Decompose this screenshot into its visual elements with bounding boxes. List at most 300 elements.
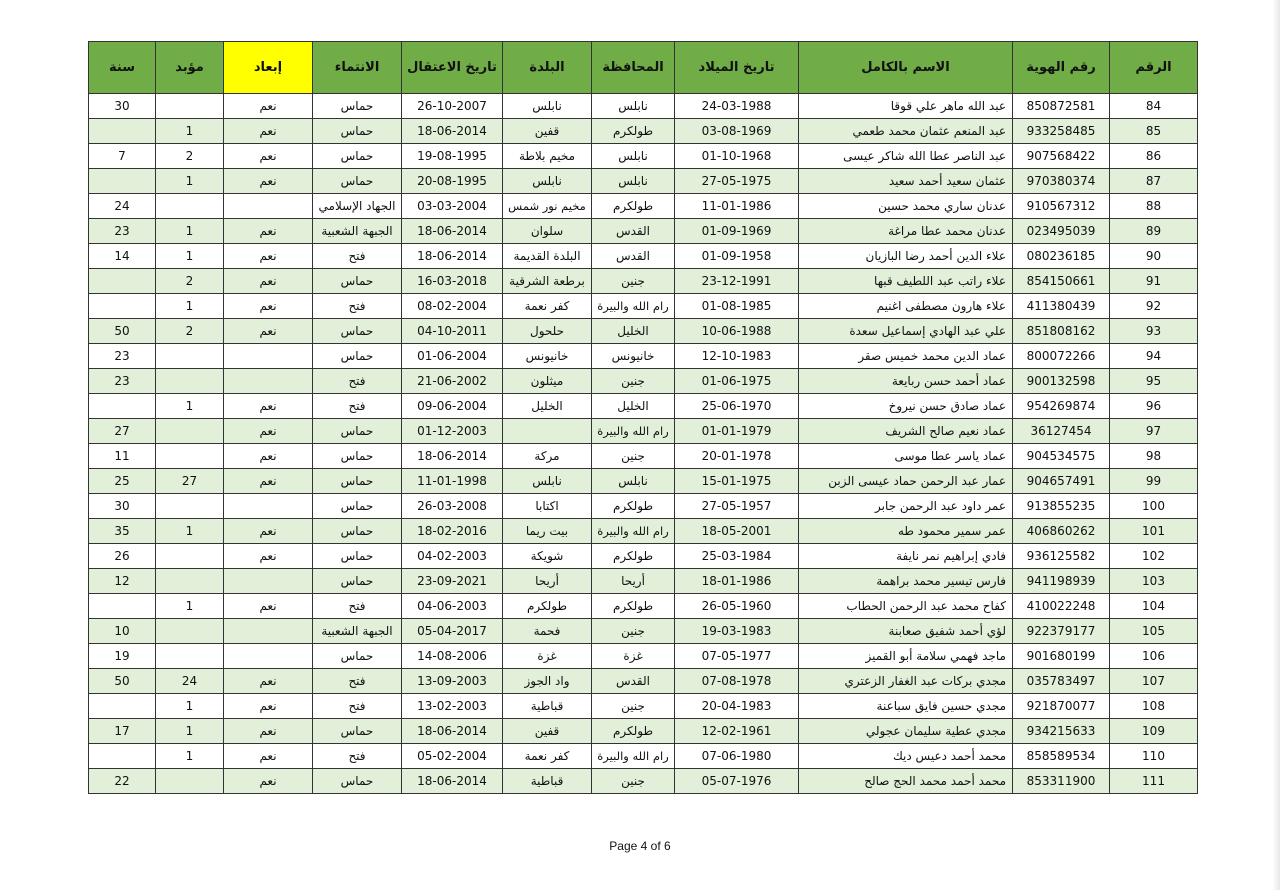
cell-town: البلدة القديمة: [503, 244, 592, 269]
table-row: [89, 644, 1198, 669]
cell-number: 106: [1110, 644, 1198, 669]
cell-id-number: 406860262: [1013, 519, 1110, 544]
table-row: [89, 344, 1198, 369]
cell-id-number: 900132598: [1013, 369, 1110, 394]
cell-id-number: 913855235: [1013, 494, 1110, 519]
header-row: [89, 42, 1198, 94]
cell-life-sentence: 27: [156, 469, 224, 494]
cell-arrest-date: 09-06-2004: [402, 394, 503, 419]
cell-life-sentence: [156, 769, 224, 794]
cell-life-sentence: [156, 644, 224, 669]
table-row: [89, 269, 1198, 294]
cell-full-name: عماد أحمد حسن ربايعة: [799, 369, 1013, 394]
cell-years: 30: [89, 94, 156, 119]
cell-years: [89, 394, 156, 419]
cell-life-sentence: 1: [156, 694, 224, 719]
cell-town: [503, 419, 592, 444]
cell-full-name: عمر داود عبد الرحمن جابر: [799, 494, 1013, 519]
cell-arrest-date: 13-02-2003: [402, 694, 503, 719]
cell-governorate: نابلس: [592, 144, 675, 169]
header-arrest-date: تاريخ الاعتقال: [402, 42, 503, 94]
cell-arrest-date: 18-02-2016: [402, 519, 503, 544]
cell-id-number: 800072266: [1013, 344, 1110, 369]
cell-town: اكتابا: [503, 494, 592, 519]
cell-governorate: طولكرم: [592, 194, 675, 219]
cell-arrest-date: 18-06-2014: [402, 244, 503, 269]
cell-birth-date: 18-05-2001: [675, 519, 799, 544]
cell-full-name: عمر سمير محمود طه: [799, 519, 1013, 544]
cell-id-number: 36127454: [1013, 419, 1110, 444]
cell-deportation: نعم: [224, 269, 313, 294]
table-row: [89, 619, 1198, 644]
cell-life-sentence: 2: [156, 144, 224, 169]
cell-governorate: جنين: [592, 694, 675, 719]
header-governorate: المحافظة: [592, 42, 675, 94]
cell-affiliation: حماس: [313, 144, 402, 169]
table-row: [89, 694, 1198, 719]
cell-life-sentence: [156, 94, 224, 119]
cell-years: [89, 119, 156, 144]
cell-arrest-date: 13-09-2003: [402, 669, 503, 694]
cell-birth-date: 05-07-1976: [675, 769, 799, 794]
cell-full-name: مجدي بركات عبد الغفار الزعتري: [799, 669, 1013, 694]
cell-affiliation: حماس: [313, 319, 402, 344]
cell-number: 88: [1110, 194, 1198, 219]
cell-full-name: فادي إبراهيم نمر نايفة: [799, 544, 1013, 569]
cell-town: حلحول: [503, 319, 592, 344]
cell-affiliation: فتح: [313, 394, 402, 419]
cell-life-sentence: 1: [156, 519, 224, 544]
cell-id-number: 934215633: [1013, 719, 1110, 744]
cell-deportation: نعم: [224, 719, 313, 744]
cell-arrest-date: 20-08-1995: [402, 169, 503, 194]
cell-number: 86: [1110, 144, 1198, 169]
cell-id-number: 035783497: [1013, 669, 1110, 694]
cell-number: 98: [1110, 444, 1198, 469]
cell-life-sentence: 1: [156, 169, 224, 194]
cell-governorate: طولكرم: [592, 544, 675, 569]
cell-governorate: جنين: [592, 444, 675, 469]
cell-affiliation: حماس: [313, 719, 402, 744]
cell-years: 11: [89, 444, 156, 469]
cell-number: 101: [1110, 519, 1198, 544]
cell-town: برطعة الشرقية: [503, 269, 592, 294]
cell-town: مخيم بلاطة: [503, 144, 592, 169]
cell-deportation: نعم: [224, 544, 313, 569]
cell-arrest-date: 21-06-2002: [402, 369, 503, 394]
cell-arrest-date: 04-02-2003: [402, 544, 503, 569]
cell-full-name: لؤي أحمد شفيق صعابنة: [799, 619, 1013, 644]
cell-full-name: علاء راتب عبد اللطيف قبها: [799, 269, 1013, 294]
cell-years: [89, 169, 156, 194]
table-row: [89, 319, 1198, 344]
cell-governorate: جنين: [592, 619, 675, 644]
cell-life-sentence: [156, 569, 224, 594]
table-row: [89, 594, 1198, 619]
cell-deportation: نعم: [224, 394, 313, 419]
table-row: [89, 394, 1198, 419]
cell-life-sentence: 2: [156, 269, 224, 294]
cell-id-number: 901680199: [1013, 644, 1110, 669]
header-deportation: إبعاد: [224, 42, 313, 94]
cell-town: خانيونس: [503, 344, 592, 369]
cell-affiliation: حماس: [313, 769, 402, 794]
cell-town: الخليل: [503, 394, 592, 419]
prisoners-table: [88, 41, 1198, 794]
cell-arrest-date: 18-06-2014: [402, 719, 503, 744]
header-town: البلدة: [503, 42, 592, 94]
cell-governorate: جنين: [592, 769, 675, 794]
cell-governorate: رام الله والبيرة: [592, 519, 675, 544]
cell-birth-date: 24-03-1988: [675, 94, 799, 119]
cell-town: نابلس: [503, 169, 592, 194]
table-row: [89, 169, 1198, 194]
cell-years: [89, 269, 156, 294]
cell-full-name: عماد ياسر عطا موسى: [799, 444, 1013, 469]
cell-life-sentence: [156, 194, 224, 219]
cell-full-name: فارس تيسير محمد براهمة: [799, 569, 1013, 594]
cell-affiliation: فتح: [313, 369, 402, 394]
cell-number: 89: [1110, 219, 1198, 244]
cell-deportation: نعم: [224, 669, 313, 694]
cell-affiliation: حماس: [313, 544, 402, 569]
cell-id-number: 970380374: [1013, 169, 1110, 194]
cell-affiliation: حماس: [313, 119, 402, 144]
cell-affiliation: الجبهة الشعبية: [313, 219, 402, 244]
table-row: [89, 444, 1198, 469]
cell-number: 91: [1110, 269, 1198, 294]
table-row: [89, 94, 1198, 119]
cell-affiliation: فتح: [313, 594, 402, 619]
table-row: [89, 719, 1198, 744]
cell-arrest-date: 04-06-2003: [402, 594, 503, 619]
cell-birth-date: 15-01-1975: [675, 469, 799, 494]
cell-birth-date: 26-05-1960: [675, 594, 799, 619]
cell-governorate: نابلس: [592, 94, 675, 119]
table-row: [89, 119, 1198, 144]
cell-birth-date: 01-06-1975: [675, 369, 799, 394]
cell-governorate: رام الله والبيرة: [592, 294, 675, 319]
cell-id-number: 411380439: [1013, 294, 1110, 319]
table-row: [89, 744, 1198, 769]
cell-birth-date: 01-10-1968: [675, 144, 799, 169]
cell-full-name: علاء هارون مصطفى اغنيم: [799, 294, 1013, 319]
cell-years: 17: [89, 719, 156, 744]
cell-full-name: عدنان ساري محمد حسين: [799, 194, 1013, 219]
cell-birth-date: 01-01-1979: [675, 419, 799, 444]
cell-birth-date: 25-03-1984: [675, 544, 799, 569]
cell-years: 23: [89, 344, 156, 369]
header-birth-date: تاريخ الميلاد: [675, 42, 799, 94]
cell-deportation: نعم: [224, 244, 313, 269]
cell-id-number: 023495039: [1013, 219, 1110, 244]
cell-governorate: نابلس: [592, 469, 675, 494]
cell-full-name: عماد صادق حسن نيروخ: [799, 394, 1013, 419]
cell-birth-date: 07-08-1978: [675, 669, 799, 694]
cell-birth-date: 18-01-1986: [675, 569, 799, 594]
cell-town: كفر نعمة: [503, 294, 592, 319]
cell-years: 35: [89, 519, 156, 544]
cell-deportation: نعم: [224, 319, 313, 344]
table-row: [89, 194, 1198, 219]
cell-years: 25: [89, 469, 156, 494]
cell-arrest-date: 01-06-2004: [402, 344, 503, 369]
cell-birth-date: 12-02-1961: [675, 719, 799, 744]
table-row: [89, 769, 1198, 794]
cell-governorate: أريحا: [592, 569, 675, 594]
cell-affiliation: فتح: [313, 244, 402, 269]
cell-life-sentence: [156, 544, 224, 569]
cell-life-sentence: 2: [156, 319, 224, 344]
cell-years: 22: [89, 769, 156, 794]
cell-birth-date: 19-03-1983: [675, 619, 799, 644]
cell-deportation: نعم: [224, 694, 313, 719]
cell-town: قباطية: [503, 694, 592, 719]
cell-full-name: عمار عبد الرحمن حماد عيسى الزبن: [799, 469, 1013, 494]
cell-full-name: محمد أحمد دعيس ديك: [799, 744, 1013, 769]
cell-birth-date: 20-04-1983: [675, 694, 799, 719]
cell-deportation: نعم: [224, 419, 313, 444]
cell-town: بيت ريما: [503, 519, 592, 544]
table-row: [89, 669, 1198, 694]
cell-id-number: 910567312: [1013, 194, 1110, 219]
cell-number: 107: [1110, 669, 1198, 694]
cell-number: 104: [1110, 594, 1198, 619]
cell-affiliation: فتح: [313, 294, 402, 319]
cell-governorate: الخليل: [592, 394, 675, 419]
cell-number: 100: [1110, 494, 1198, 519]
cell-years: [89, 744, 156, 769]
cell-number: 110: [1110, 744, 1198, 769]
cell-arrest-date: 05-02-2004: [402, 744, 503, 769]
cell-years: 24: [89, 194, 156, 219]
cell-deportation: [224, 619, 313, 644]
cell-years: [89, 294, 156, 319]
header-affiliation: الانتماء: [313, 42, 402, 94]
cell-affiliation: حماس: [313, 569, 402, 594]
cell-life-sentence: 1: [156, 244, 224, 269]
cell-years: [89, 694, 156, 719]
page-edge-shadow: [1272, 0, 1280, 890]
header-life-sentence: مؤبد: [156, 42, 224, 94]
cell-deportation: نعم: [224, 144, 313, 169]
cell-town: أريحا: [503, 569, 592, 594]
cell-affiliation: حماس: [313, 94, 402, 119]
cell-life-sentence: [156, 344, 224, 369]
cell-deportation: نعم: [224, 219, 313, 244]
cell-years: 14: [89, 244, 156, 269]
cell-id-number: 080236185: [1013, 244, 1110, 269]
cell-number: 92: [1110, 294, 1198, 319]
header-number: الرقم: [1110, 42, 1198, 94]
cell-number: 105: [1110, 619, 1198, 644]
cell-affiliation: فتح: [313, 744, 402, 769]
cell-number: 97: [1110, 419, 1198, 444]
cell-governorate: نابلس: [592, 169, 675, 194]
cell-years: 50: [89, 319, 156, 344]
cell-full-name: عماد نعيم صالح الشريف: [799, 419, 1013, 444]
cell-deportation: نعم: [224, 94, 313, 119]
cell-life-sentence: 24: [156, 669, 224, 694]
cell-deportation: [224, 644, 313, 669]
cell-deportation: نعم: [224, 444, 313, 469]
cell-number: 85: [1110, 119, 1198, 144]
cell-arrest-date: 08-02-2004: [402, 294, 503, 319]
header-years: سنة: [89, 42, 156, 94]
cell-full-name: علاء الدين أحمد رضا البازيان: [799, 244, 1013, 269]
cell-id-number: 904657491: [1013, 469, 1110, 494]
cell-affiliation: فتح: [313, 669, 402, 694]
cell-life-sentence: 1: [156, 119, 224, 144]
cell-number: 99: [1110, 469, 1198, 494]
cell-town: قفين: [503, 719, 592, 744]
cell-arrest-date: 26-10-2007: [402, 94, 503, 119]
cell-arrest-date: 04-10-2011: [402, 319, 503, 344]
cell-arrest-date: 18-06-2014: [402, 444, 503, 469]
cell-town: نابلس: [503, 469, 592, 494]
table-row: [89, 419, 1198, 444]
cell-deportation: نعم: [224, 769, 313, 794]
cell-birth-date: 11-01-1986: [675, 194, 799, 219]
cell-affiliation: حماس: [313, 344, 402, 369]
cell-full-name: كفاح محمد عبد الرحمن الحطاب: [799, 594, 1013, 619]
table-row: [89, 469, 1198, 494]
cell-years: 26: [89, 544, 156, 569]
cell-number: 93: [1110, 319, 1198, 344]
cell-birth-date: 07-06-1980: [675, 744, 799, 769]
cell-life-sentence: [156, 419, 224, 444]
cell-arrest-date: 19-08-1995: [402, 144, 503, 169]
cell-town: قباطية: [503, 769, 592, 794]
cell-years: 10: [89, 619, 156, 644]
table-body: [89, 94, 1198, 794]
cell-governorate: طولكرم: [592, 494, 675, 519]
table-row: [89, 519, 1198, 544]
table-row: [89, 244, 1198, 269]
cell-birth-date: 10-06-1988: [675, 319, 799, 344]
cell-id-number: 922379177: [1013, 619, 1110, 644]
cell-id-number: 850872581: [1013, 94, 1110, 119]
cell-full-name: عدنان محمد عطا مراغة: [799, 219, 1013, 244]
cell-deportation: [224, 569, 313, 594]
cell-governorate: القدس: [592, 219, 675, 244]
cell-full-name: مجدي عطية سليمان عجولي: [799, 719, 1013, 744]
cell-years: 12: [89, 569, 156, 594]
cell-id-number: 933258485: [1013, 119, 1110, 144]
cell-number: 96: [1110, 394, 1198, 419]
header-id-number: رقم الهوية: [1013, 42, 1110, 94]
cell-id-number: 941198939: [1013, 569, 1110, 594]
cell-town: نابلس: [503, 94, 592, 119]
cell-years: 7: [89, 144, 156, 169]
cell-birth-date: 01-09-1969: [675, 219, 799, 244]
cell-full-name: ماجد فهمي سلامة أبو القميز: [799, 644, 1013, 669]
cell-id-number: 851808162: [1013, 319, 1110, 344]
cell-arrest-date: 11-01-1998: [402, 469, 503, 494]
cell-number: 84: [1110, 94, 1198, 119]
cell-deportation: [224, 344, 313, 369]
cell-full-name: عبد المنعم عثمان محمد طعمي: [799, 119, 1013, 144]
cell-affiliation: حماس: [313, 494, 402, 519]
cell-affiliation: حماس: [313, 419, 402, 444]
cell-affiliation: الجبهة الشعبية: [313, 619, 402, 644]
cell-governorate: رام الله والبيرة: [592, 419, 675, 444]
cell-birth-date: 23-12-1991: [675, 269, 799, 294]
cell-full-name: عماد الدين محمد خميس صقر: [799, 344, 1013, 369]
table-row: [89, 219, 1198, 244]
cell-life-sentence: [156, 494, 224, 519]
cell-years: 19: [89, 644, 156, 669]
cell-number: 87: [1110, 169, 1198, 194]
cell-id-number: 904534575: [1013, 444, 1110, 469]
cell-arrest-date: 18-06-2014: [402, 769, 503, 794]
cell-town: طولكرم: [503, 594, 592, 619]
cell-arrest-date: 03-03-2004: [402, 194, 503, 219]
cell-id-number: 410022248: [1013, 594, 1110, 619]
cell-town: مركة: [503, 444, 592, 469]
cell-life-sentence: 1: [156, 394, 224, 419]
cell-deportation: نعم: [224, 744, 313, 769]
cell-deportation: نعم: [224, 119, 313, 144]
cell-governorate: رام الله والبيرة: [592, 744, 675, 769]
cell-years: 23: [89, 369, 156, 394]
cell-governorate: طولكرم: [592, 719, 675, 744]
cell-town: مخيم نور شمس: [503, 194, 592, 219]
cell-affiliation: حماس: [313, 444, 402, 469]
cell-town: كفر نعمة: [503, 744, 592, 769]
table-row: [89, 369, 1198, 394]
header-full-name: الاسم بالكامل: [799, 42, 1013, 94]
table-row: [89, 544, 1198, 569]
cell-birth-date: 20-01-1978: [675, 444, 799, 469]
cell-id-number: 936125582: [1013, 544, 1110, 569]
cell-affiliation: حماس: [313, 519, 402, 544]
table-row: [89, 294, 1198, 319]
cell-years: 30: [89, 494, 156, 519]
cell-full-name: عبد الناصر عطا الله شاكر عيسى: [799, 144, 1013, 169]
cell-number: 102: [1110, 544, 1198, 569]
cell-affiliation: الجهاد الإسلامي: [313, 194, 402, 219]
cell-life-sentence: [156, 444, 224, 469]
cell-affiliation: فتح: [313, 694, 402, 719]
cell-arrest-date: 05-04-2017: [402, 619, 503, 644]
cell-id-number: 921870077: [1013, 694, 1110, 719]
cell-life-sentence: 1: [156, 744, 224, 769]
cell-years: 27: [89, 419, 156, 444]
cell-years: 50: [89, 669, 156, 694]
cell-town: ميثلون: [503, 369, 592, 394]
cell-birth-date: 27-05-1957: [675, 494, 799, 519]
cell-id-number: 954269874: [1013, 394, 1110, 419]
cell-town: غزة: [503, 644, 592, 669]
cell-affiliation: حماس: [313, 469, 402, 494]
cell-life-sentence: 1: [156, 594, 224, 619]
cell-life-sentence: 1: [156, 719, 224, 744]
cell-full-name: عثمان سعيد أحمد سعيد: [799, 169, 1013, 194]
cell-arrest-date: 18-06-2014: [402, 119, 503, 144]
cell-full-name: علي عبد الهادي إسماعيل سعدة: [799, 319, 1013, 344]
cell-governorate: القدس: [592, 244, 675, 269]
cell-number: 103: [1110, 569, 1198, 594]
cell-full-name: عبد الله ماهر علي قوقا: [799, 94, 1013, 119]
cell-arrest-date: 14-08-2006: [402, 644, 503, 669]
cell-number: 95: [1110, 369, 1198, 394]
cell-birth-date: 25-06-1970: [675, 394, 799, 419]
cell-birth-date: 27-05-1975: [675, 169, 799, 194]
cell-id-number: 907568422: [1013, 144, 1110, 169]
page-footer: Page 4 of 6: [609, 839, 671, 853]
cell-arrest-date: 01-12-2003: [402, 419, 503, 444]
